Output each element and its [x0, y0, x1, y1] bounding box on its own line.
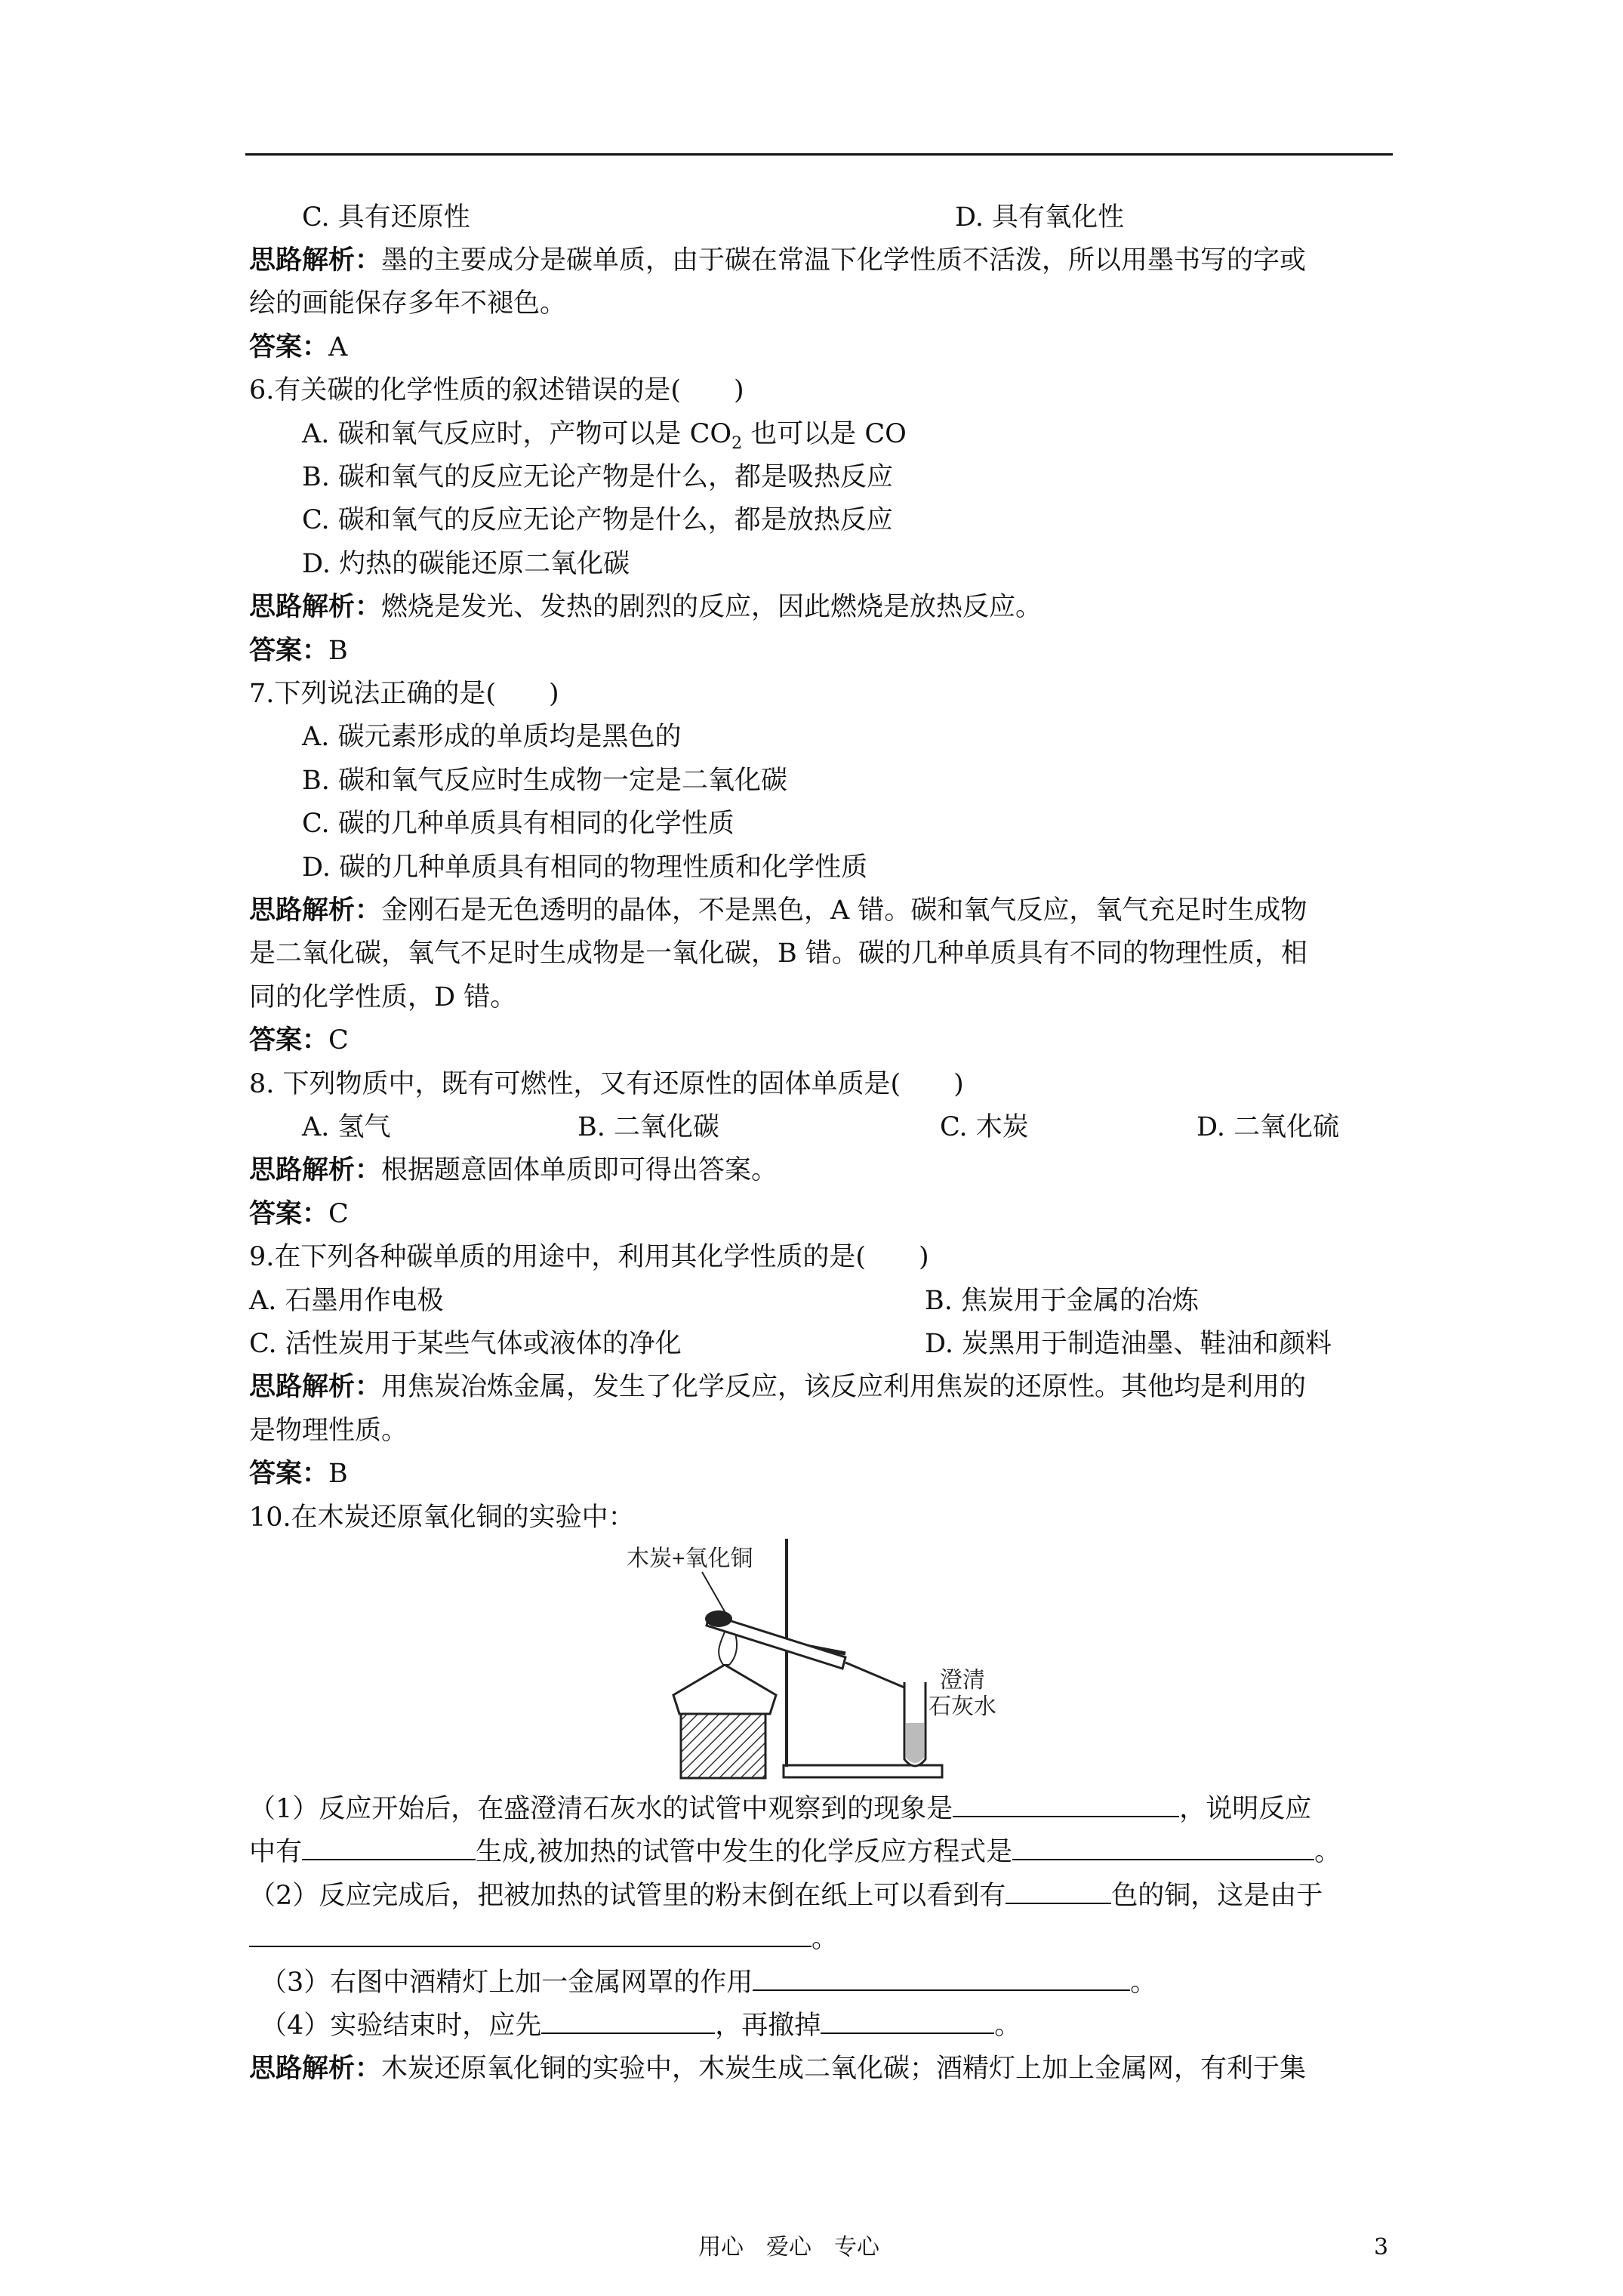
q5-analysis-line: 思路解析：墨的主要成分是碳单质，由于碳在常温下化学性质不活泼，所以用墨书写的字或 [249, 245, 1307, 276]
q10-analysis: 思路解析：木炭还原氧化铜的实验中，木炭生成二氧化碳；酒精灯上加上金属网，有利于集 [249, 2053, 1307, 2084]
q5-analysis-line-2: 绘的画能保存多年不褪色。 [249, 288, 567, 319]
answer-blank[interactable] [249, 1923, 812, 1947]
label-leader [702, 1572, 726, 1614]
answer-blank[interactable] [753, 1967, 1130, 1991]
q8-stem: 8. 下列物质中，既有可燃性，又有还原性的固体单质是( ) [249, 1069, 964, 1099]
q10-part-1-line-1: （1）反应开始后，在盛澄清石灰水的试管中观察到的现象是 ，说明反应 [249, 1794, 1312, 1824]
answer-blank[interactable] [541, 2010, 715, 2034]
q9-option-a: A. 石墨用作电极 [249, 1286, 444, 1316]
q8-analysis: 思路解析：根据题意固体单质即可得出答案。 [249, 1154, 778, 1185]
q9-analysis-line-1: 思路解析：用焦炭冶炼金属，发生了化学反应，该反应利用焦炭的还原性。其他均是利用的 [249, 1371, 1307, 1402]
q9-answer: 答案：B [249, 1458, 348, 1489]
q7-answer: 答案：C [249, 1025, 349, 1056]
answer-blank[interactable] [1012, 1836, 1314, 1860]
q7-analysis-line-3: 同的化学性质，D 错。 [249, 982, 517, 1012]
q9-option-c: C. 活性炭用于某些气体或液体的净化 [249, 1329, 682, 1359]
fig-label-lime-water-1: 澄清 [940, 1668, 985, 1693]
q9-option-d: D. 炭黑用于制造油墨、鞋油和颜料 [925, 1329, 1332, 1359]
q7-option-c: C. 碳的几种单质具有相同的化学性质 [302, 809, 735, 839]
q10-part-4: （4）实验结束时，应先 ，再撤掉 。 [260, 2011, 1021, 2041]
powder [705, 1610, 732, 1627]
q9-stem: 9.在下列各种碳单质的用途中，利用其化学性质的是( ) [249, 1242, 929, 1272]
q10-stem: 10.在木炭还原氧化铜的实验中： [249, 1502, 635, 1533]
q6-answer: 答案：B [249, 635, 348, 666]
answer-blank[interactable] [1006, 1880, 1111, 1904]
q7-option-d: D. 碳的几种单质具有相同的物理性质和化学性质 [302, 852, 868, 883]
fig-label-lime-water-2: 石灰水 [929, 1694, 996, 1719]
answer-blank[interactable] [302, 1836, 476, 1860]
footer-slogan: 用心 爱心 专心 [698, 2234, 879, 2261]
q8-option-a: A. 氢气 [302, 1112, 391, 1142]
q6-option-d: D. 灼热的碳能还原二氧化碳 [302, 549, 630, 579]
answer-blank[interactable] [953, 1793, 1179, 1817]
q9-option-b: B. 焦炭用于金属的冶炼 [925, 1286, 1199, 1316]
q5-option-c: C. 具有还原性 [302, 202, 470, 233]
q10-part-2-line-1: （2）反应完成后，把被加热的试管里的粉末倒在纸上可以看到有 色的铜，这是由于 [249, 1881, 1323, 1911]
page-number: 3 [1374, 2234, 1389, 2261]
apparatus-figure [619, 1525, 1012, 1782]
q7-option-a: A. 碳元素形成的单质均是黑色的 [302, 722, 682, 752]
wooden-block [681, 1714, 765, 1778]
q8-option-d: D. 二氧化硫 [1196, 1112, 1340, 1142]
q5-option-d: D. 具有氧化性 [955, 202, 1125, 233]
q9-analysis-line-2: 是物理性质。 [249, 1416, 408, 1446]
q8-answer: 答案：C [249, 1198, 349, 1229]
q8-option-c: C. 木炭 [940, 1112, 1029, 1142]
q7-analysis-line-1: 思路解析：金刚石是无色透明的晶体，不是黑色，A 错。碳和氧气反应，氧气充足时生成物 [249, 895, 1307, 926]
q6-analysis: 思路解析：燃烧是发光、发热的剧烈的反应，因此燃烧是放热反应。 [249, 591, 1042, 622]
q6-option-b: B. 碳和氧气的反应无论产物是什么，都是吸热反应 [302, 462, 893, 492]
q10-part-1-line-2: 中有 生成,被加热的试管中发生的化学反应方程式是 。 [249, 1837, 1341, 1867]
q6-stem: 6.有关碳的化学性质的叙述错误的是( ) [249, 375, 744, 405]
answer-blank[interactable] [821, 2010, 994, 2034]
q10-part-3: （3）右图中酒精灯上加一金属网罩的作用 。 [260, 1968, 1157, 1998]
q6-option-a: A. 碳和氧气反应时，产物可以是 $CO_2$ 也可以是 CO [302, 419, 907, 453]
q6-option-c: C. 碳和氧气的反应无论产物是什么，都是放热反应 [302, 505, 893, 535]
q10-part-2-line-2: 。 [249, 1923, 838, 1954]
q8-option-b: B. 二氧化碳 [577, 1112, 719, 1142]
alcohol-lamp [673, 1665, 776, 1714]
header-rule [245, 153, 1393, 156]
analysis-label: 思路解析： [249, 245, 382, 276]
q5-answer: 答案：A [249, 331, 348, 362]
q7-stem: 7.下列说法正确的是( ) [249, 679, 559, 709]
lime-water [906, 1723, 924, 1763]
q7-analysis-line-2: 是二氧化碳，氧气不足时生成物是一氧化碳，B 错。碳的几种单质具有不同的物理性质，相 [249, 938, 1307, 969]
q7-option-b: B. 碳和氧气反应时生成物一定是二氧化碳 [302, 766, 787, 796]
fig-label-reactants: 木炭+氧化铜 [627, 1546, 753, 1571]
stand-base [784, 1765, 942, 1777]
